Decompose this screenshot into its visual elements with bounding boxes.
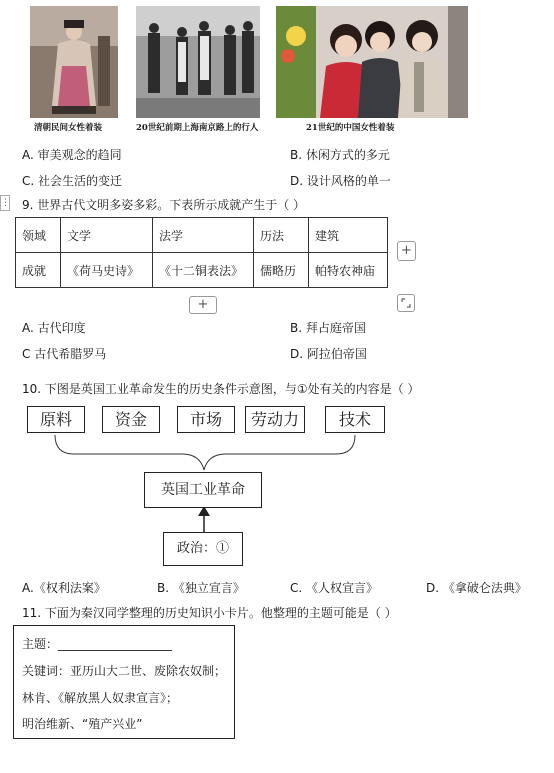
condition-market: 市场 (177, 406, 235, 433)
card-line-meiji: 明治维新、“殖产兴业” (22, 717, 143, 731)
q9-option-c[interactable]: C 古代希腊罗马 (22, 347, 107, 361)
q11-stem: 11. 下面为秦汉同学整理的历史知识小卡片。他整理的主题可能是（ ） (22, 606, 397, 620)
drag-handle-icon[interactable]: ⋮ (0, 195, 10, 211)
table-cell: 历法 (254, 218, 309, 253)
knowledge-card (13, 625, 235, 739)
political-condition-box: 政治：① (163, 532, 243, 566)
q9-stem: 9. 世界古代文明多姿多彩。下表所示成就产生于（ ） (22, 198, 306, 212)
q10-stem: 10. 下图是英国工业革命发生的历史条件示意图，与①处有关的内容是（ ） (22, 382, 420, 396)
card-line-lincoln: 林肯、《解放黑人奴隶宣言》； (22, 691, 179, 705)
table-cell: 领域 (16, 218, 61, 253)
q9-option-b[interactable]: B. 拜占庭帝国 (290, 321, 366, 335)
condition-raw-materials: 原料 (27, 406, 85, 433)
q8-option-b[interactable]: B. 休闲方式的多元 (290, 148, 390, 162)
card-topic: 主题：___________________ (22, 637, 173, 651)
add-column-button[interactable]: + (397, 241, 416, 261)
q10-option-c[interactable]: C. 《人权宣言》 (290, 581, 379, 595)
q9-option-a[interactable]: A. 古代印度 (22, 321, 86, 335)
table-cell: 《十二铜表法》 (153, 253, 254, 288)
add-row-button[interactable]: + (189, 296, 217, 314)
table-cell: 建筑 (309, 218, 388, 253)
table-cell: 法学 (153, 218, 254, 253)
caption-21st-century: 21世纪的中国女性着装 (306, 123, 395, 133)
q8-option-d[interactable]: D. 设计风格的单一 (290, 174, 391, 188)
condition-technology: 技术 (325, 406, 385, 433)
table-cell: 儒略历 (254, 253, 309, 288)
q8-option-c[interactable]: C. 社会生活的变迁 (22, 174, 123, 188)
condition-labor: 劳动力 (245, 406, 305, 433)
q10-option-a[interactable]: A.《权利法案》 (22, 581, 106, 595)
condition-capital: 资金 (102, 406, 160, 433)
caption-qing-dynasty: 清朝民间女性着装 (34, 123, 103, 133)
q10-option-d[interactable]: D. 《拿破仑法典》 (426, 581, 527, 595)
center-british-industrial-revolution: 英国工业革命 (144, 472, 262, 508)
caption-shanghai-1900s: 20世纪前期上海南京路上的行人 (136, 123, 259, 133)
q8-option-a[interactable]: A. 审美观念的趋同 (22, 148, 122, 162)
table-cell: 文学 (61, 218, 153, 253)
q10-option-b[interactable]: B. 《独立宣言》 (157, 581, 245, 595)
table-cell: 成就 (16, 253, 61, 288)
table-cell: 帕特农神庙 (309, 253, 388, 288)
card-keywords: 关键词：亚历山大二世、废除农奴制； (22, 664, 227, 678)
q9-option-d[interactable]: D. 阿拉伯帝国 (290, 347, 367, 361)
table-cell: 《荷马史诗》 (61, 253, 153, 288)
